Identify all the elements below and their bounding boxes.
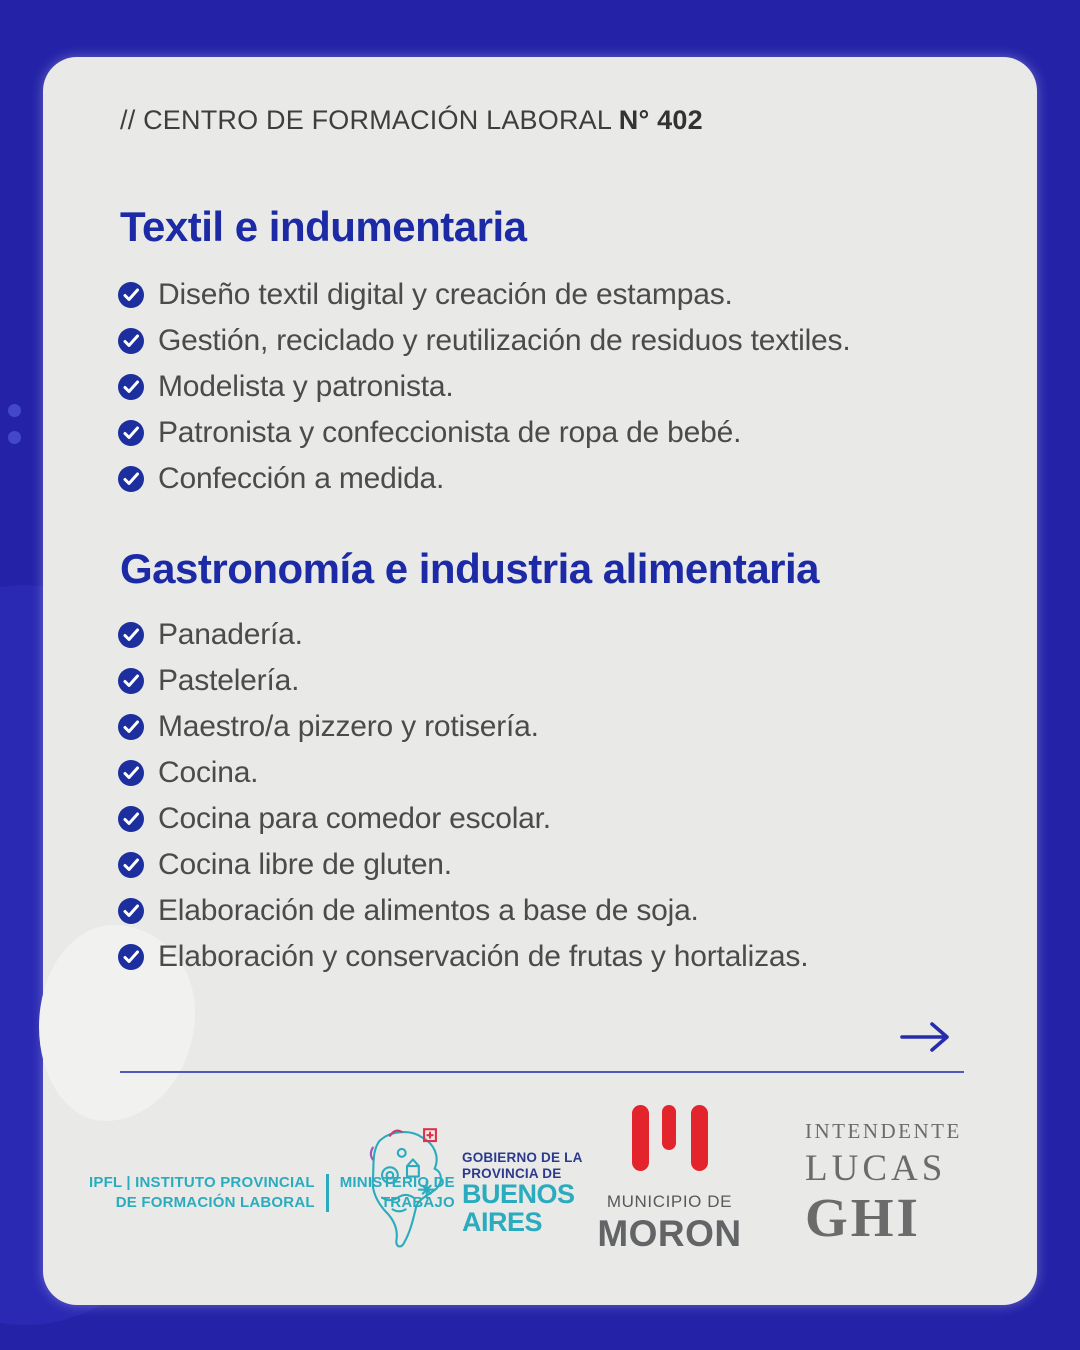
list-item — [117, 804, 808, 834]
list-item — [117, 372, 850, 402]
buenos-aires-map-icon — [361, 1123, 453, 1264]
course-label: Gestión, reciclado y reutilización de residuos textiles. — [158, 324, 851, 357]
center-number: N° 402 — [618, 105, 703, 135]
list-item — [117, 464, 850, 494]
course-label: Modelista y patronista. — [158, 370, 454, 403]
check-circle-icon — [117, 759, 145, 787]
course-label: Patronista y confeccionista de ropa de bebé. — [158, 416, 742, 449]
course-label: Cocina para comedor escolar. — [158, 802, 551, 835]
footer-divider — [120, 1071, 964, 1073]
course-label: Confección a medida. — [158, 462, 445, 495]
ministry-text: MINISTERIO DE TRABAJO — [339, 1174, 455, 1211]
ipfl-separator — [326, 1174, 329, 1212]
check-circle-icon — [117, 327, 145, 355]
section-title-textil: Textil e indumentaria — [120, 203, 527, 250]
check-circle-icon — [117, 419, 145, 447]
course-label: Elaboración de alimentos a base de soja. — [158, 894, 699, 927]
check-circle-icon — [117, 897, 145, 925]
course-label: Maestro/a pizzero y rotisería. — [158, 710, 539, 743]
course-label: Panadería. — [158, 618, 303, 651]
course-label: Elaboración y conservación de frutas y hortalizas. — [158, 940, 809, 973]
list-item — [117, 896, 808, 926]
list-item — [117, 666, 808, 696]
check-circle-icon — [117, 713, 145, 741]
page-title — [120, 105, 703, 136]
check-circle-icon — [117, 805, 145, 833]
check-circle-icon — [117, 667, 145, 695]
decor-dot — [8, 404, 21, 417]
list-item — [117, 280, 850, 310]
arrow-right-icon[interactable] — [899, 1017, 953, 1062]
list-item — [117, 850, 808, 880]
list-item — [117, 620, 808, 650]
list-item — [117, 418, 850, 448]
list-item — [117, 326, 850, 356]
check-circle-icon — [117, 943, 145, 971]
decor-dot — [8, 431, 21, 444]
section-title-gastronomia: Gastronomía e industria alimentaria — [120, 545, 820, 592]
flyer-card — [43, 57, 1037, 1305]
course-list-gastronomia — [117, 620, 808, 988]
check-circle-icon — [117, 373, 145, 401]
check-circle-icon — [117, 281, 145, 309]
course-label: Pastelería. — [158, 664, 300, 697]
course-label: Diseño textil digital y creación de estampas. — [158, 278, 733, 311]
moron-logo: MUNICIPIO DE MORON — [557, 1105, 782, 1255]
moron-m-icon — [632, 1105, 708, 1171]
page-title-prefix: // CENTRO DE FORMACIÓN LABORAL — [120, 105, 619, 135]
course-label: Cocina libre de gluten. — [158, 848, 452, 881]
course-label: Cocina. — [158, 756, 259, 789]
lucas-ghi-logo: INTENDENTE LUCAS GHI — [805, 1119, 962, 1248]
course-list-textil — [117, 280, 850, 510]
list-item — [117, 712, 808, 742]
check-circle-icon — [117, 621, 145, 649]
check-circle-icon — [117, 851, 145, 879]
ipfl-text: IPFL | INSTITUTO PROVINCIAL DE FORMACIÓN LABORAL — [89, 1174, 315, 1211]
list-item — [117, 758, 808, 788]
check-circle-icon — [117, 465, 145, 493]
list-item — [117, 942, 808, 972]
buenos-aires-text: GOBIERNO DE LA PROVINCIA DE BUENOS AIRES — [462, 1150, 583, 1238]
buenos-aires-logo — [361, 1123, 583, 1264]
